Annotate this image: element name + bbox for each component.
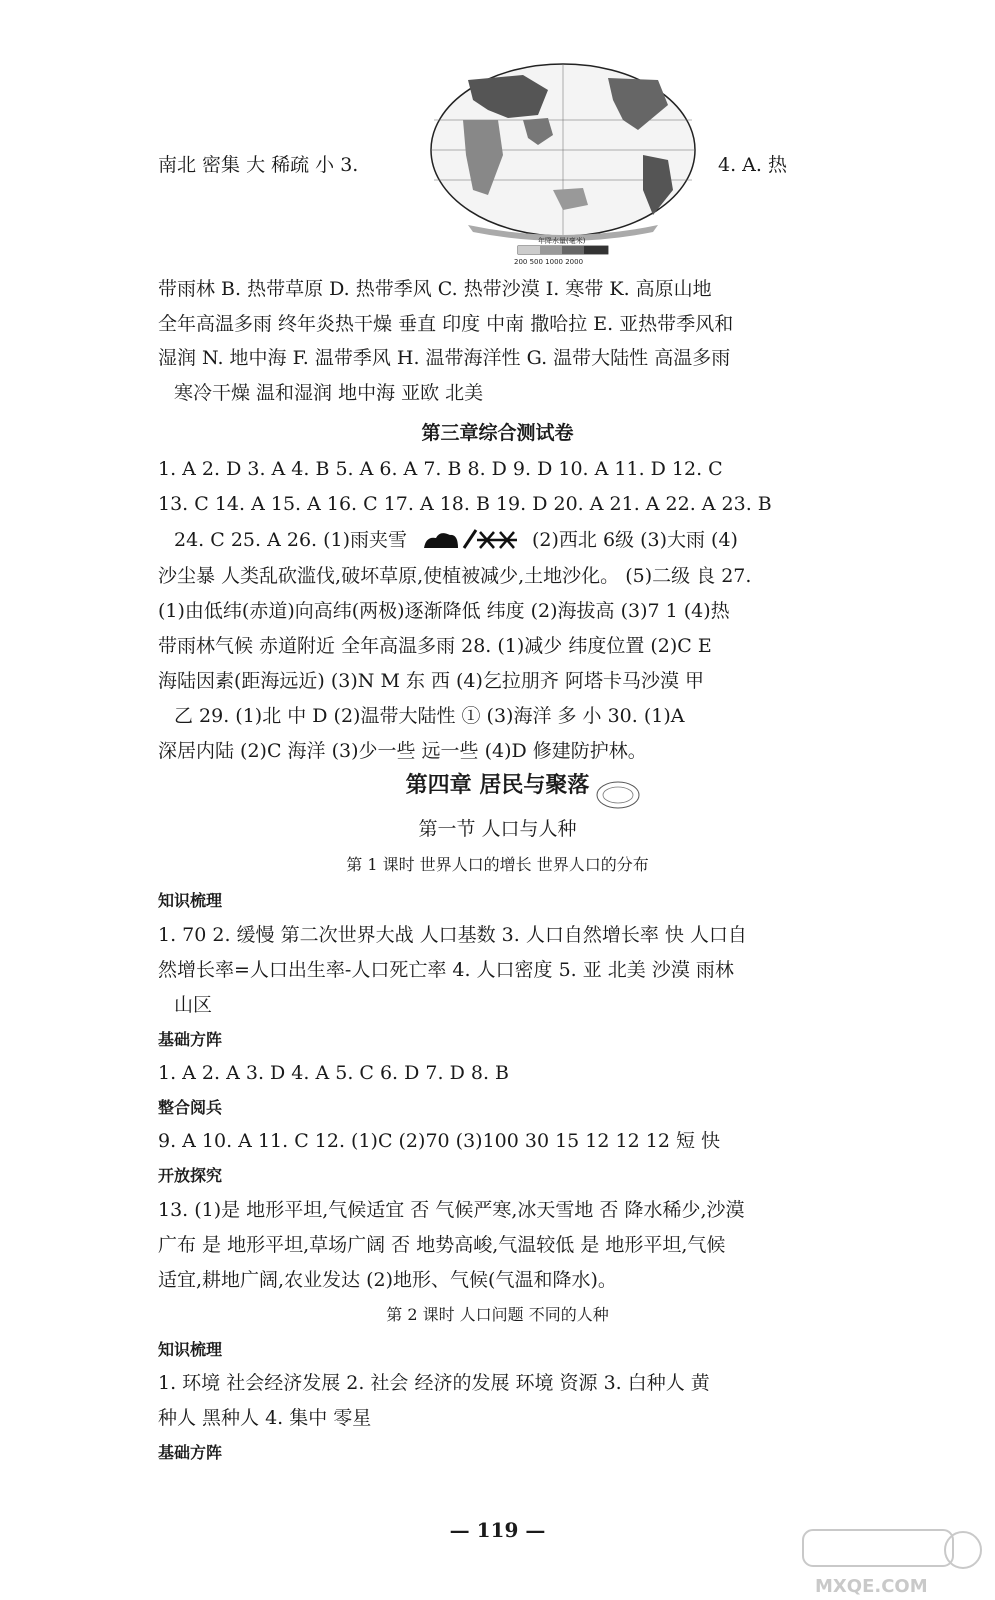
answer-line: 13. (1)是 地形平坦,气候适宜 否 气候严寒,冰天雪地 否 降水稀少,沙漠 [158,1199,745,1221]
lesson2-title: 第 2 课时 人口问题 不同的人种 [386,1305,609,1324]
answer-line: 深居内陆 (2)C 海洋 (3)少一些 远一些 (4)D 修建防护林。 [158,740,647,762]
world-precipitation-map [428,60,698,270]
answer-line: 全年高温多雨 终年炎热干燥 垂直 印度 中南 撒哈拉 E. 亚热带季风和 [158,313,734,335]
answer-line: 带雨林气候 赤道附近 全年高温多雨 28. (1)减少 纬度位置 (2)C E [158,635,712,657]
answer-line: 海陆因素(距海远近) (3)N M 东 西 (4)乞拉朋齐 阿塔卡马沙漠 甲 [158,670,705,692]
chapter4-title: 第四章 居民与聚落 [405,772,590,798]
answer-line: (1)由低纬(赤道)向高纬(两极)逐渐降低 纬度 (2)海拔高 (3)7 1 (4)热 [158,600,730,622]
heading-basic: 基础方阵 [158,1030,223,1049]
answer-line: 沙尘暴 人类乱砍滥伐,破坏草原,使植被减少,土地沙化。 (5)二级 良 27. [158,565,752,587]
map-legend-label: 年降水量(毫米) [538,237,586,245]
answer-line: 9. A 10. A 11. C 12. (1)C (2)70 (3)100 30 15 12 12 12 短 快 [158,1130,720,1152]
answer-line: 种人 黑种人 4. 集中 零星 [158,1407,372,1429]
lesson1-title: 第 1 课时 世界人口的增长 世界人口的分布 [346,855,649,874]
answer-line: 山区 [174,994,213,1016]
heading-knowledge: 知识梳理 [158,1340,223,1359]
answer-line: 13. C 14. A 15. A 16. C 17. A 18. B 19. D 20. A 21. A 22. A 23. B [158,493,772,515]
answer-line: 1. 70 2. 缓慢 第二次世界大战 人口基数 3. 人口自然增长率 快 人口自 [158,924,747,946]
watermark-text: MXQE.COM [815,1576,928,1596]
answer-line: 广布 是 地形平坦,草场广阔 否 地势高峻,气温较低 是 地形平坦,气候 [158,1234,726,1256]
answer-line: 适宜,耕地广阔,农业发达 (2)地形、气候(气温和降水)。 [158,1269,617,1291]
answer-line: 寒冷干燥 温和湿润 地中海 亚欧 北美 [174,382,484,404]
heading-basic: 基础方阵 [158,1443,223,1462]
answer-line: 乙 29. (1)北 中 D (2)温带大陆性 ① (3)海洋 多 小 30. (1)A [174,705,685,727]
answer-line: 1. A 2. A 3. D 4. A 5. C 6. D 7. D 8. B [158,1062,509,1084]
map-legend-ticks: 200 500 1000 2000 [514,258,584,266]
page-number: — 119 — [449,1518,546,1542]
weather-symbol-icon [420,526,518,552]
chapter3-test-title: 第三章综合测试卷 [421,422,574,444]
answer-line: 24. C 25. A 26. (1)雨夹雪 [174,529,408,551]
watermark-logo [795,1528,985,1596]
answer-line: 湿润 N. 地中海 F. 温带季风 H. 温带海洋性 G. 温带大陆性 高温多雨 [158,347,731,369]
section-title: 第一节 人口与人种 [418,818,577,840]
heading-knowledge: 知识梳理 [158,891,223,910]
heading-explore: 开放探究 [158,1166,223,1185]
answer-line: 1. 环境 社会经济发展 2. 社会 经济的发展 环境 资源 3. 白种人 黄 [158,1372,710,1394]
answer-line: (2)西北 6级 (3)大雨 (4) [532,529,738,551]
answer-line: 1. A 2. D 3. A 4. B 5. A 6. A 7. B 8. D 9. D 10. A 11. D 12. C [158,458,723,480]
heading-integrate: 整合阅兵 [158,1098,223,1117]
answer-line: 带雨林 B. 热带草原 D. 热带季风 C. 热带沙漠 I. 寒带 K. 高原山地 [158,278,712,300]
answer-line-top-left: 南北 密集 大 稀疏 小 3. [158,154,359,176]
answer-line: 然增长率=人口出生率-人口死亡率 4. 人口密度 5. 亚 北美 沙漠 雨林 [158,959,734,981]
answer-line-top-right: 4. A. 热 [718,154,787,176]
